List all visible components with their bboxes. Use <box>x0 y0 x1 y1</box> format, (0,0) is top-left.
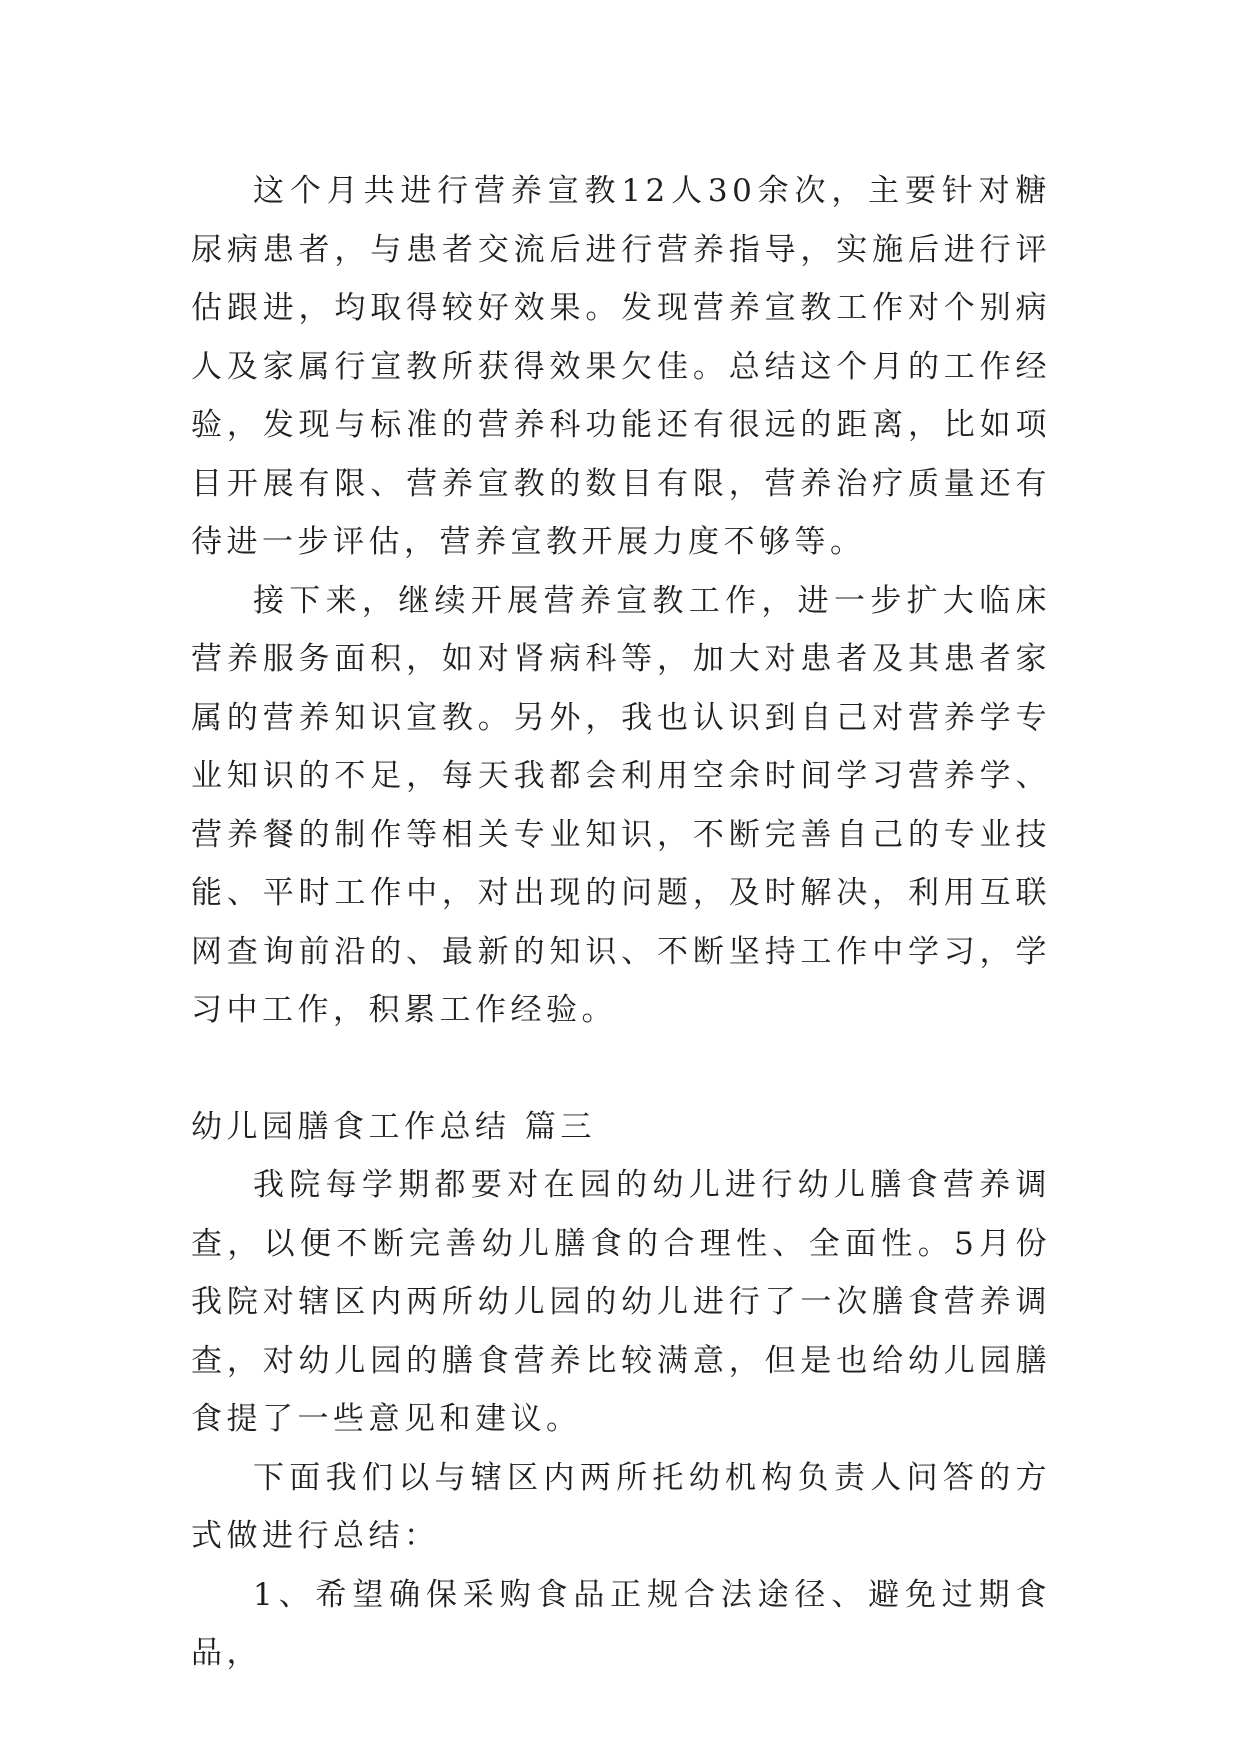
paragraph-item-1: 1、希望确保采购食品正规合法途径、避免过期食品， <box>191 1576 1051 1671</box>
section-heading: 幼儿园膳食工作总结 篇三 <box>191 1108 596 1145</box>
section-spacer <box>191 1040 1051 1098</box>
paragraph-kindergarten-survey: 我院每学期都要对在园的幼儿进行幼儿膳食营养调查，以便不断完善幼儿膳食的合理性、全面性。5月份我院对辖区内两所幼儿园的幼儿进行了一次膳食营养调查，对幼儿园的膳食营养比较满意，但是也给幼儿园膳食提了一些意见和建议。 <box>191 1167 1051 1437</box>
paragraph-qa-intro: 下面我们以与辖区内两所托幼机构负责人问答的方式做进行总结： <box>191 1459 1051 1554</box>
paragraph-next-steps: 接下来，继续开展营养宣教工作，进一步扩大临床营养服务面积，如对肾病科等，加大对患者及其患者家属的营养知识宣教。另外，我也认识到自己对营养学专业知识的不足，每天我都会利用空余时间学习营养学、营养餐的制作等相关专业知识，不断完善自己的专业技能、平时工作中，对出现的问题，及时解决，利用互联网查询前沿的、最新的知识、不断坚持工作中学习，学习中工作，积累工作经验。 <box>191 582 1051 1028</box>
paragraph-nutrition-education-summary: 这个月共进行营养宣教12人30余次，主要针对糖尿病患者，与患者交流后进行营养指导，实施后进行评估跟进，均取得较好效果。发现营养宣教工作对个别病人及家属行宣教所获得效果欠佳。总结这个月的工作经验，发现与标准的营养科功能还有很远的距离，比如项目开展有限、营养宣教的数目有限，营养治疗质量还有待进一步评估，营养宣教开展力度不够等。 <box>191 173 1051 560</box>
document-body <box>191 162 1051 1683</box>
